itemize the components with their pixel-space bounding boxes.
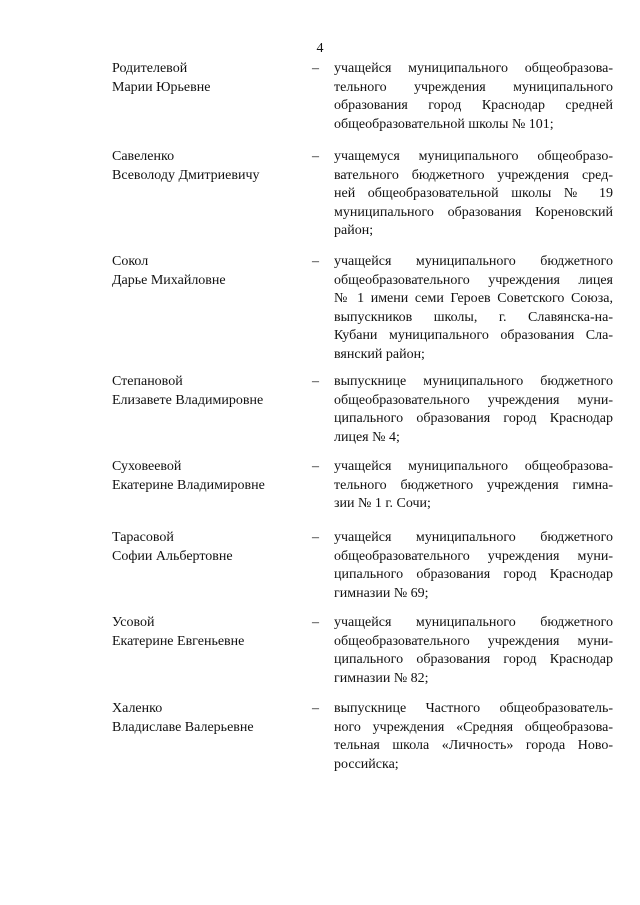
dash: –	[312, 530, 319, 545]
page-number: 4	[316, 41, 324, 56]
description-line: № 1 имени семи Героев Советского Союза,	[334, 291, 613, 306]
description-line: учащейся муниципального бюджетного	[334, 530, 613, 545]
dash: –	[312, 374, 319, 389]
recipient-name	[112, 458, 302, 495]
description-line: гимназии № 69;	[334, 585, 429, 601]
description-line: гимназии № 82;	[334, 670, 429, 686]
dash: –	[312, 149, 319, 164]
surname: Родителевой	[112, 61, 188, 76]
description-line: тельного учреждения муниципального	[334, 79, 613, 95]
description	[334, 529, 613, 603]
description-line: ципального образования город Краснодар	[334, 567, 613, 582]
recipient-name	[112, 253, 302, 290]
description-line: Кубани муниципального образования Сла-	[334, 328, 613, 343]
description	[334, 148, 613, 241]
description-line: ней общеобразовательной школы № 19	[334, 186, 613, 201]
dash: –	[312, 459, 319, 474]
description-line: общеобразовательной школы № 101;	[334, 116, 554, 132]
description	[334, 458, 613, 514]
description	[334, 700, 613, 774]
description-line: выпускнице муниципального бюджетного	[334, 374, 613, 389]
recipient-name	[112, 700, 302, 737]
recipient-name	[112, 148, 302, 185]
description-line: муниципального образования Кореновский	[334, 204, 613, 220]
recipient-name	[112, 614, 302, 651]
dash: –	[312, 701, 319, 716]
description	[334, 614, 613, 688]
description-line: выпускнице Частного общеобразователь-	[334, 701, 613, 716]
description-line: выпускников школы, г. Славянска-на-	[334, 309, 613, 325]
description-line: ципального образования город Краснодар	[334, 652, 613, 667]
description-line: тельного бюджетного учреждения гимна-	[334, 477, 613, 493]
surname: Сокол	[112, 254, 149, 269]
dash: –	[312, 61, 319, 76]
description-line: общеобразовательного учреждения муни-	[334, 548, 613, 564]
dash: –	[312, 254, 319, 269]
description-line: общеобразовательного учреждения лицея	[334, 272, 613, 288]
description-line: учащемуся муниципального общеобразо-	[334, 149, 613, 164]
description-line: общеобразовательного учреждения муни-	[334, 392, 613, 408]
surname: Тарасовой	[112, 530, 174, 545]
description	[334, 373, 613, 447]
given-name: Всеволоду Дмитриевичу	[112, 167, 260, 183]
description-line: учащейся муниципального бюджетного	[334, 615, 613, 630]
given-name: Марии Юрьевне	[112, 79, 211, 95]
description-line: образования город Краснодар средней	[334, 98, 613, 113]
description	[334, 60, 613, 134]
description-line: вянский район;	[334, 346, 425, 362]
description-line: учащейся муниципального общеобразова-	[334, 61, 613, 76]
given-name: Дарье Михайловне	[112, 272, 226, 288]
description-line: лицея № 4;	[334, 429, 400, 445]
description-line: учащейся муниципального бюджетного	[334, 254, 613, 269]
recipient-name	[112, 529, 302, 566]
recipient-name	[112, 60, 302, 97]
dash: –	[312, 615, 319, 630]
surname: Усовой	[112, 615, 155, 630]
surname: Савеленко	[112, 149, 175, 164]
surname: Халенко	[112, 701, 163, 716]
description-line: вательного бюджетного учреждения сред-	[334, 167, 613, 183]
given-name: Елизавете Владимировне	[112, 392, 264, 408]
given-name: Софии Альбертовне	[112, 548, 233, 564]
description-line: учащейся муниципального общеобразова-	[334, 459, 613, 474]
description-line: российска;	[334, 756, 399, 772]
description-line: зии № 1 г. Сочи;	[334, 496, 431, 511]
description-line: тельная школа «Личность» города Ново-	[334, 738, 613, 753]
description-line: район;	[334, 223, 374, 238]
recipient-name	[112, 373, 302, 410]
description-line: общеобразовательного учреждения муни-	[334, 633, 613, 649]
description-line: ципального образования город Краснодар	[334, 411, 613, 426]
surname: Суховеевой	[112, 459, 182, 474]
given-name: Екатерине Евгеньевне	[112, 633, 245, 649]
given-name: Владиславе Валерьевне	[112, 719, 254, 735]
surname: Степановой	[112, 374, 183, 389]
description	[334, 253, 613, 364]
description-line: ного учреждения «Средняя общеобразова-	[334, 719, 613, 735]
given-name: Екатерине Владимировне	[112, 477, 265, 493]
